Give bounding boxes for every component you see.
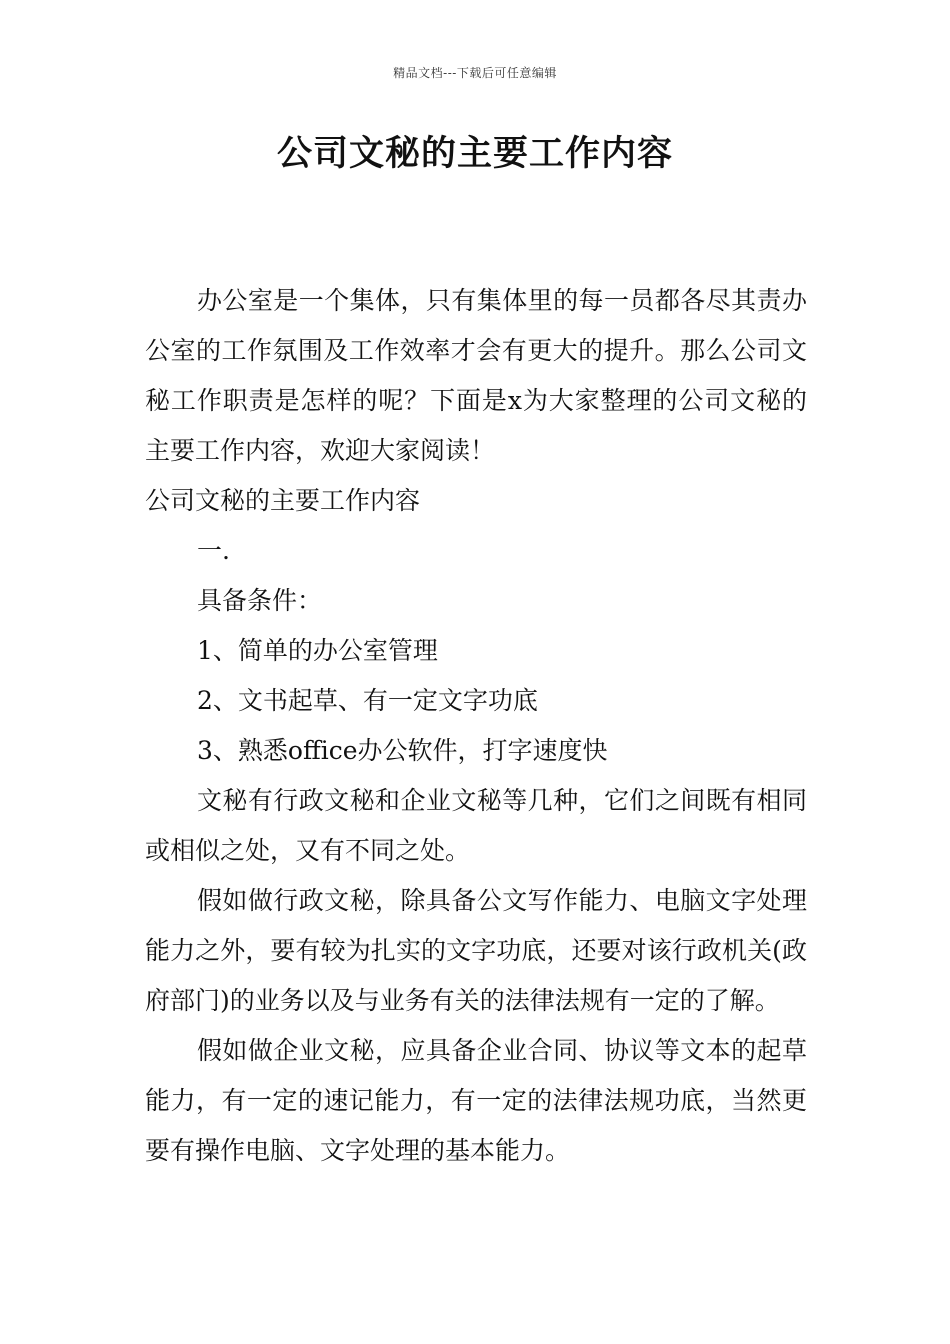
section-heading: 公司文秘的主要工作内容 [145,486,421,515]
paragraph-admin-secretary: 假如做行政文秘，除具备公文写作能力、电脑文字处理能力之外，要有较为扎实的文字功底，还要对该行政机关(政府部门)的业务以及与业务有关的法律法规有一定的了解。 [145,886,807,1015]
paragraph-corporate-secretary: 假如做企业文秘，应具备企业合同、协议等文本的起草能力，有一定的速记能力，有一定的法律法规功底，当然更要有操作电脑、文字处理的基本能力。 [145,1036,807,1165]
requirement-item: 1、简单的办公室管理 [197,636,438,665]
document-body [145,276,807,1176]
section-number: 一. [197,536,230,565]
header-note: 精品文档---下载后可任意编辑 [393,66,557,80]
paragraph-intro: 办公室是一个集体，只有集体里的每一员都各尽其责办公室的工作氛围及工作效率才会有更大的提升。那么公司文秘工作职责是怎样的呢？下面是x为大家整理的公司文秘的主要工作内容，欢迎大家阅读！ [145,286,807,465]
requirements-heading: 具备条件： [197,586,323,615]
requirement-item: 2、文书起草、有一定文字功底 [197,686,538,715]
document-title: 公司文秘的主要工作内容 [276,133,673,174]
paragraph-types: 文秘有行政文秘和企业文秘等几种，它们之间既有相同或相似之处，又有不同之处。 [145,786,807,865]
requirement-item: 3、熟悉office办公软件，打字速度快 [197,736,608,765]
